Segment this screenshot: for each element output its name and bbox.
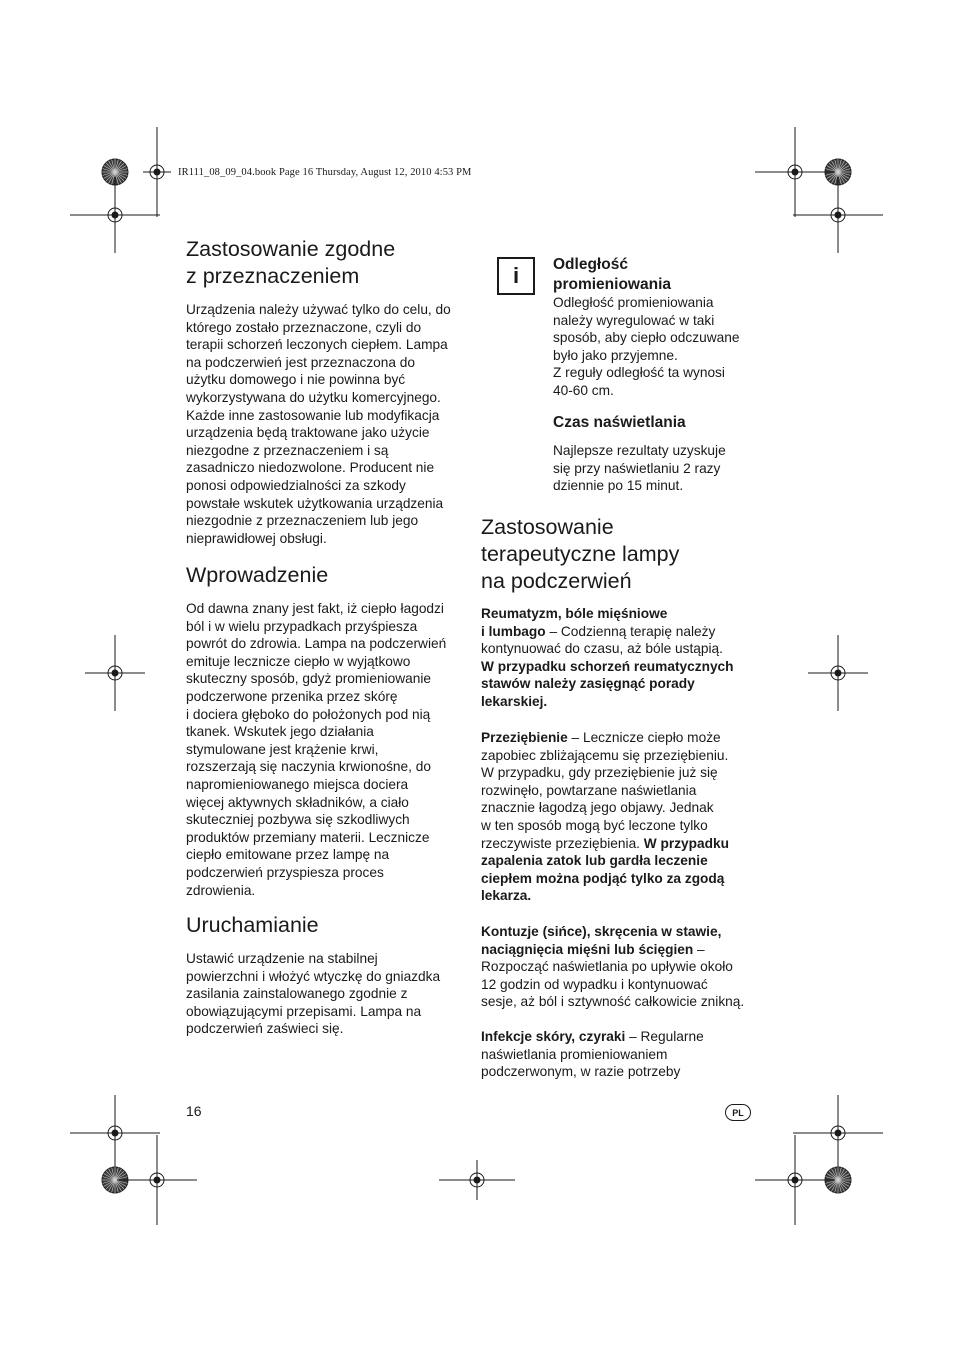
- text-line: terapii schorzeń leczonych ciepłem. Lampa: [186, 337, 448, 353]
- text-line: ciepło emitowane przez lampę na: [186, 847, 390, 863]
- text-line: Od dawna znany jest fakt, iż ciepło łagodzi: [186, 601, 444, 616]
- introduction-text: [186, 600, 468, 899]
- text-line: podczerwień zaświeci się.: [186, 1021, 344, 1037]
- text-line: którego zostało przeznaczone, czyli do: [186, 319, 422, 335]
- subheading-exposure-time: Czas naświetlania: [553, 414, 686, 431]
- text-line: Z reguły odległość ta wynosi: [553, 365, 725, 381]
- text-line: Ustawić urządzenie na stabilnej: [186, 951, 378, 966]
- text-line: ponosi odpowiedzialności za szkody: [186, 477, 406, 493]
- text-line: Urządzenia należy używać tylko do celu, do: [186, 302, 451, 317]
- text-line: było jako przyjemne.: [553, 347, 678, 363]
- text-line: Najlepsze rezultaty uzyskuje: [553, 443, 726, 458]
- text-line: produktów przemiany materii. Lecznicze: [186, 829, 430, 845]
- text-line: obowiązującymi przepisami. Lampa na: [186, 1003, 422, 1019]
- text-line: zasilania zainstalowanego zgodnie z: [186, 986, 408, 1002]
- text-line: dziennie po 15 minut.: [553, 478, 684, 494]
- registration-dot: [792, 1177, 798, 1183]
- section-title-startup: Uruchamianie: [186, 913, 319, 937]
- paragraph-skin-infections: Infekcje skóry, czyraki – Regularne naświetlania promieniowaniem podczerwonym, w razie potrzeby: [481, 1029, 704, 1080]
- language-badge: PL: [725, 1104, 751, 1121]
- registration-dot: [154, 169, 160, 175]
- text-line: skuteczniej pozbywa się szkodliwych: [186, 812, 410, 828]
- paragraph-injuries: Kontuzje (sińce), skręcenia w stawie, naciągnięcia mięśni lub ścięgien – Rozpocząć naświetlania po upływie około 12 godzin od wypadku i kontynuować sesje, aż ból i sztywność całkowicie znikną.: [481, 924, 745, 1010]
- section-title-intended-use: Zastosowanie zgodne z przeznaczeniem: [186, 237, 396, 288]
- registration-dot: [154, 1177, 160, 1183]
- text-line: napromieniowanego miejsca dociera: [186, 776, 409, 792]
- text-line: wykorzystywana do użytku komercyjnego.: [186, 389, 441, 405]
- registration-dot: [835, 1130, 841, 1136]
- text-line: podczerwień przyspiesza proces: [186, 864, 384, 880]
- text-line: Odległość promieniowania: [553, 295, 714, 310]
- text-line: się przy naświetlaniu 2 razy: [553, 460, 721, 476]
- info-icon: i: [497, 257, 535, 295]
- subheading-radiation-distance: Odległość promieniowania: [553, 256, 671, 293]
- text-line: użytku domowego i nie powinna być: [186, 372, 406, 388]
- print-header: IR111_08_09_04.book Page 16 Thursday, August 12, 2010 4:53 PM: [178, 167, 472, 178]
- radiation-distance-text: [553, 294, 763, 400]
- registration-dot: [835, 670, 841, 676]
- text-line: więcej aktywnych składników, a ciało: [186, 794, 409, 810]
- page-number: 16: [186, 1103, 202, 1119]
- section-title-therapeutic-use: Zastosowanie terapeutyczne lampy na podczerwień: [481, 515, 680, 593]
- text-line: 40-60 cm.: [553, 382, 614, 398]
- intended-use-text: [186, 301, 468, 547]
- text-line: tkanek. Wskutek jego działania: [186, 724, 374, 740]
- registration-dot: [112, 670, 118, 676]
- text-line: zasadniczo niedozwolone. Producent nie: [186, 460, 435, 476]
- text-line: sposób, aby ciepło odczuwane: [553, 330, 740, 346]
- startup-text: [186, 950, 468, 1038]
- text-line: skuteczny sposób, gdyż promieniowanie: [186, 671, 431, 687]
- text-line: powrót do zdrowia. Lampa na podczerwień: [186, 636, 447, 652]
- paragraph-rheumatism: Reumatyzm, bóle mięśniowe i lumbago – Codzienną terapię należy kontynuować do czasu, aż bóle ustąpią. W przypadku schorzeń reumatycznych stawów należy zasięgnąć porady lekarskiej.: [481, 606, 734, 709]
- registration-dot: [835, 212, 841, 218]
- registration-dot: [474, 1177, 480, 1183]
- registration-dot: [792, 169, 798, 175]
- text-line: należy wyregulować w taki: [553, 312, 715, 328]
- text-line: powstałe wskutek użytkowania urządzenia: [186, 495, 444, 511]
- text-line: niezgodnie z przeznaczeniem lub jego: [186, 513, 419, 529]
- text-line: urządzenia będą traktowane jako użycie: [186, 425, 430, 441]
- text-line: powierzchni i włożyć wtyczkę do gniazdka: [186, 968, 441, 984]
- text-line: nieprawidłowej obsługi.: [186, 530, 327, 546]
- text-line: zdrowienia.: [186, 882, 256, 898]
- text-line: na podczerwień jest przeznaczona do: [186, 354, 416, 370]
- text-line: niezgodne z przeznaczeniem i są: [186, 442, 389, 458]
- text-line: stymulowane jest krążenie krwi,: [186, 741, 379, 757]
- exposure-time-text: [553, 442, 763, 495]
- section-title-introduction: Wprowadzenie: [186, 563, 329, 587]
- paragraph-cold: Przeziębienie – Lecznicze ciepło może zapobiec zbliżającemu się przeziębieniu. W przypadku, gdy przeziębienie już się rozwinęło, powtarzane naświetlania znacznie łagodzą jego objawy. Jednak w ten sposób mogą być leczone tylko rzeczywiste przeziębienia. W przypadku zapalenia zatok lub gardła leczenie ciepłem można podjąć tylko za zgodą lekarza.: [481, 730, 729, 904]
- text-line: ból i w wielu przypadkach przyśpiesza: [186, 618, 418, 634]
- registration-dot: [112, 1130, 118, 1136]
- registration-dot: [112, 212, 118, 218]
- text-line: rozszerzają się naczynia krwionośne, do: [186, 759, 431, 775]
- text-line: emituje lecznicze ciepło w wyjątkowo: [186, 653, 411, 669]
- text-line: Każde inne zastosowanie lub modyfikacja: [186, 407, 440, 423]
- text-line: i dociera głęboko do położonych pod nią: [186, 706, 431, 722]
- text-line: podczerwone przenika przez skórę: [186, 688, 398, 704]
